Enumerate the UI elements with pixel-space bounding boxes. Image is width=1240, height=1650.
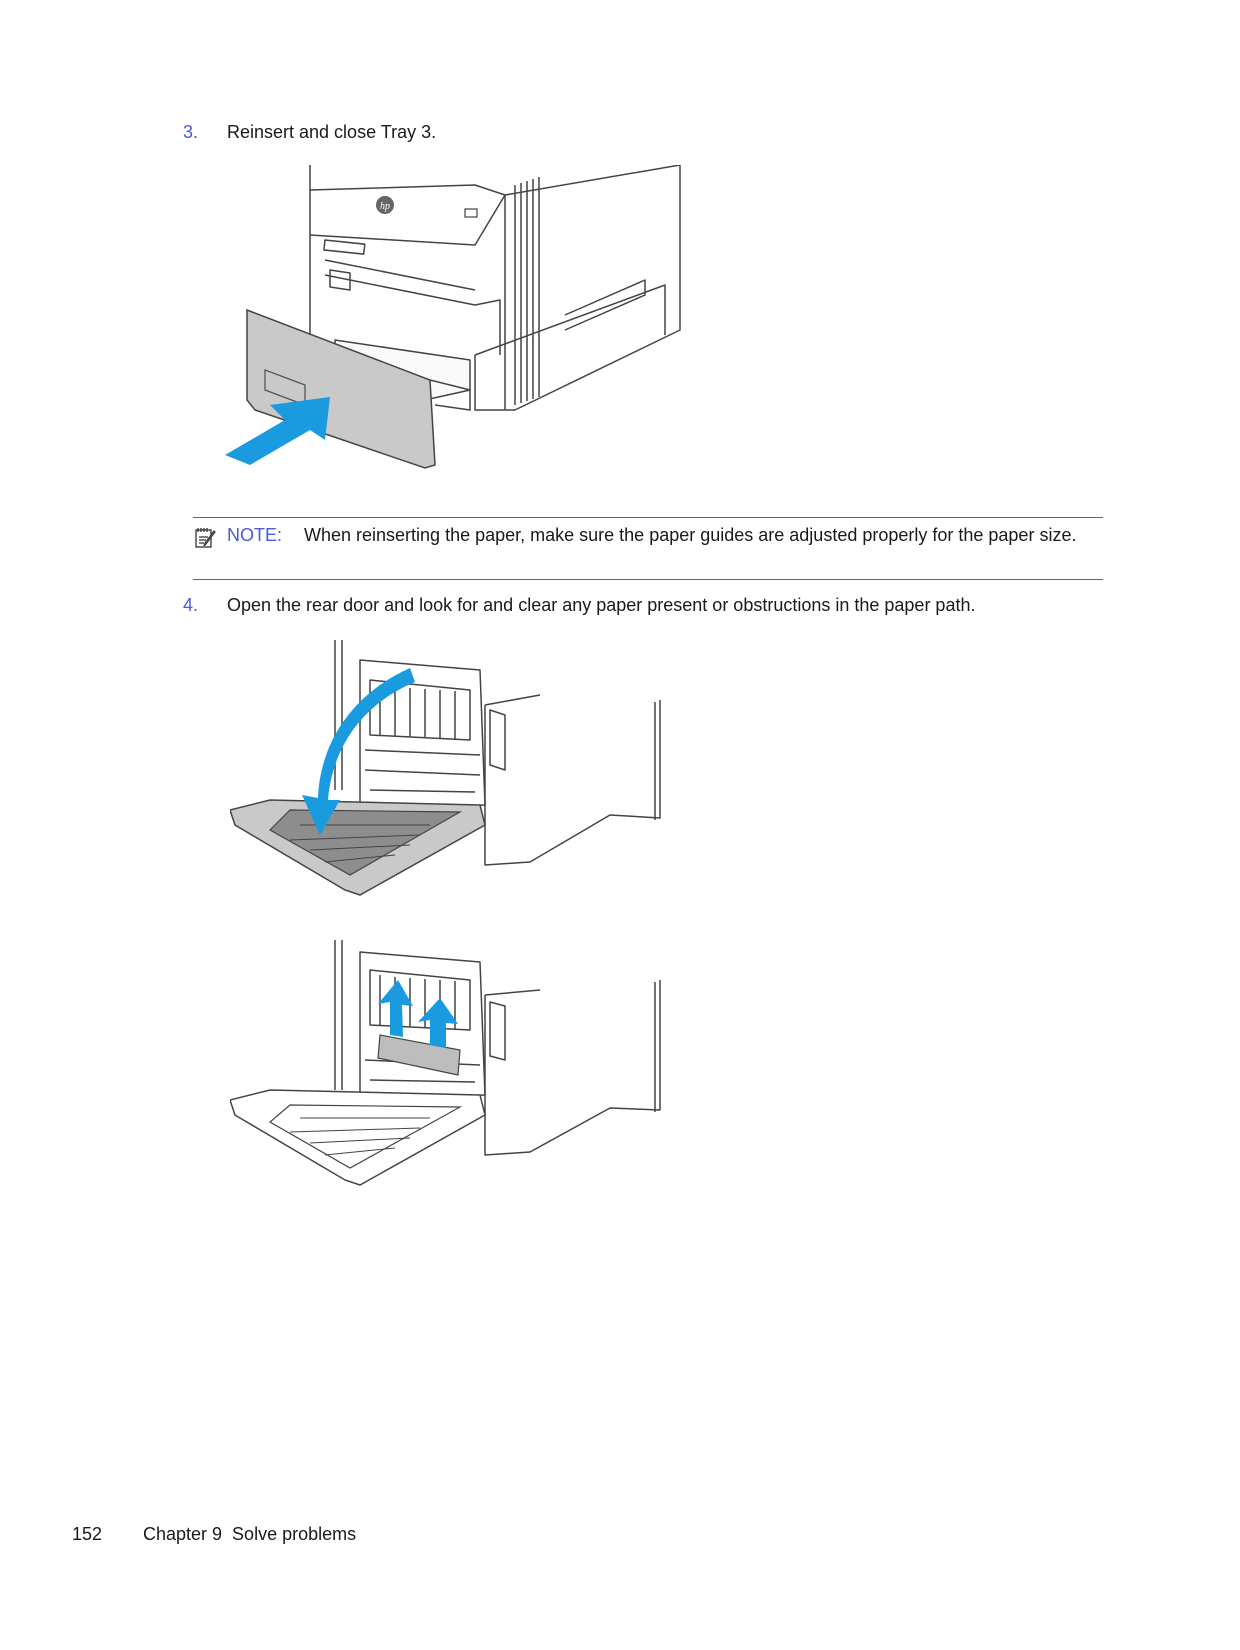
step-text: Reinsert and close Tray 3. bbox=[227, 122, 437, 142]
rear-door-clear-illustration bbox=[230, 940, 690, 1220]
step-number: 3. bbox=[183, 122, 199, 142]
note-label: NOTE: bbox=[227, 525, 283, 545]
rear-door-open-illustration bbox=[230, 640, 690, 920]
step-text: Open the rear door and look for and clear any paper present or obstructions in the paper path. bbox=[227, 595, 976, 615]
tray-3-illustration bbox=[225, 165, 695, 485]
note-text: When reinserting the paper, make sure the paper guides are adjusted properly for the paper size. bbox=[304, 525, 1077, 545]
step-number: 4. bbox=[183, 595, 199, 615]
note-icon bbox=[193, 526, 217, 550]
note-box bbox=[193, 517, 1103, 580]
chapter-title: Chapter 9 Solve problems bbox=[143, 1524, 357, 1544]
svg-text:hp: hp bbox=[380, 201, 390, 212]
page-number: 152 bbox=[72, 1524, 103, 1544]
